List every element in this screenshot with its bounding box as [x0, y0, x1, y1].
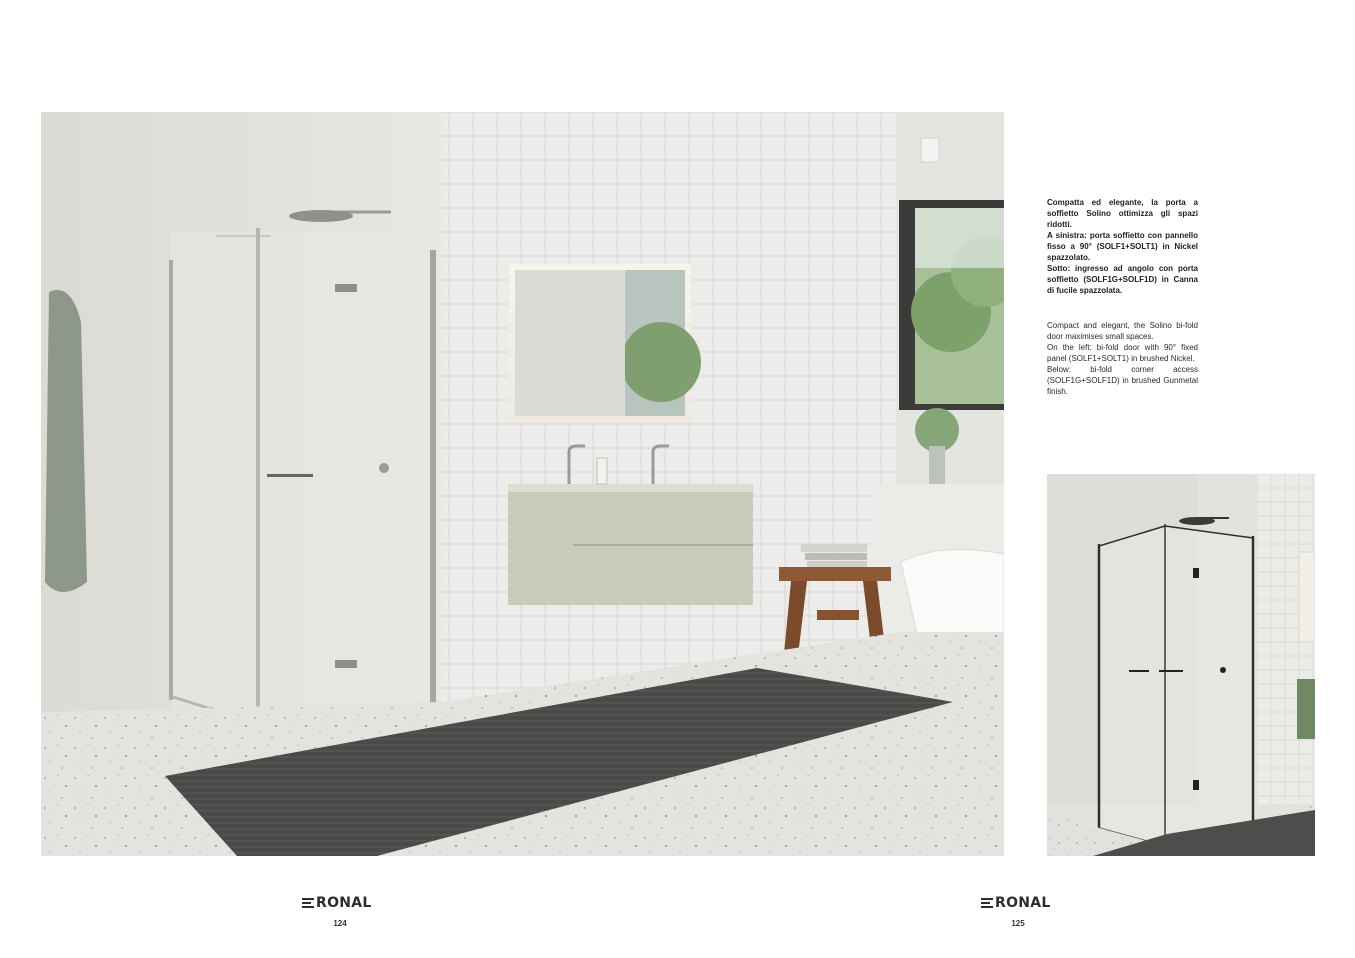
bathroom-scene-icon — [41, 112, 1004, 856]
ronal-logo-icon — [302, 897, 314, 909]
ronal-logo-icon — [981, 897, 993, 909]
italian-caption-line: Sotto: ingresso ad angolo con porta soffietto (SOLF1G+SOLF1D) in Canna di fucile spazzolata. — [1047, 264, 1198, 295]
logo-text: RONAL — [316, 895, 372, 911]
italian-caption-line: A sinistra: porta soffietto con pannello fisso a 90° (SOLF1+SOLT1) in Nickel spazzolato. — [1047, 231, 1198, 262]
ronal-logo-right — [981, 893, 1081, 913]
english-caption-line: Compact and elegant, the Solino bi-fold door maximises small spaces. — [1047, 321, 1198, 341]
italian-caption-line: Compatta ed elegante, la porta a soffietto Solino ottimizza gli spazi ridotti. — [1047, 198, 1198, 229]
secondary-shower-photo — [1047, 474, 1315, 856]
page-number-left: 124 — [333, 919, 347, 928]
ronal-logo-left — [302, 893, 402, 913]
logo-text: RONAL — [995, 895, 1051, 911]
italian-caption — [1047, 197, 1198, 296]
main-bathroom-photo — [41, 112, 1004, 856]
english-caption-line: On the left: bi-fold door with 90° fixed panel (SOLF1+SOLT1) in brushed Nickel. — [1047, 343, 1198, 363]
english-caption — [1047, 320, 1198, 397]
corner-shower-icon — [1047, 474, 1315, 856]
page-number-right: 125 — [1011, 919, 1025, 928]
english-caption-line: Below: bi-fold corner access (SOLF1G+SOLF1D) in brushed Gunmetal finish. — [1047, 365, 1198, 396]
